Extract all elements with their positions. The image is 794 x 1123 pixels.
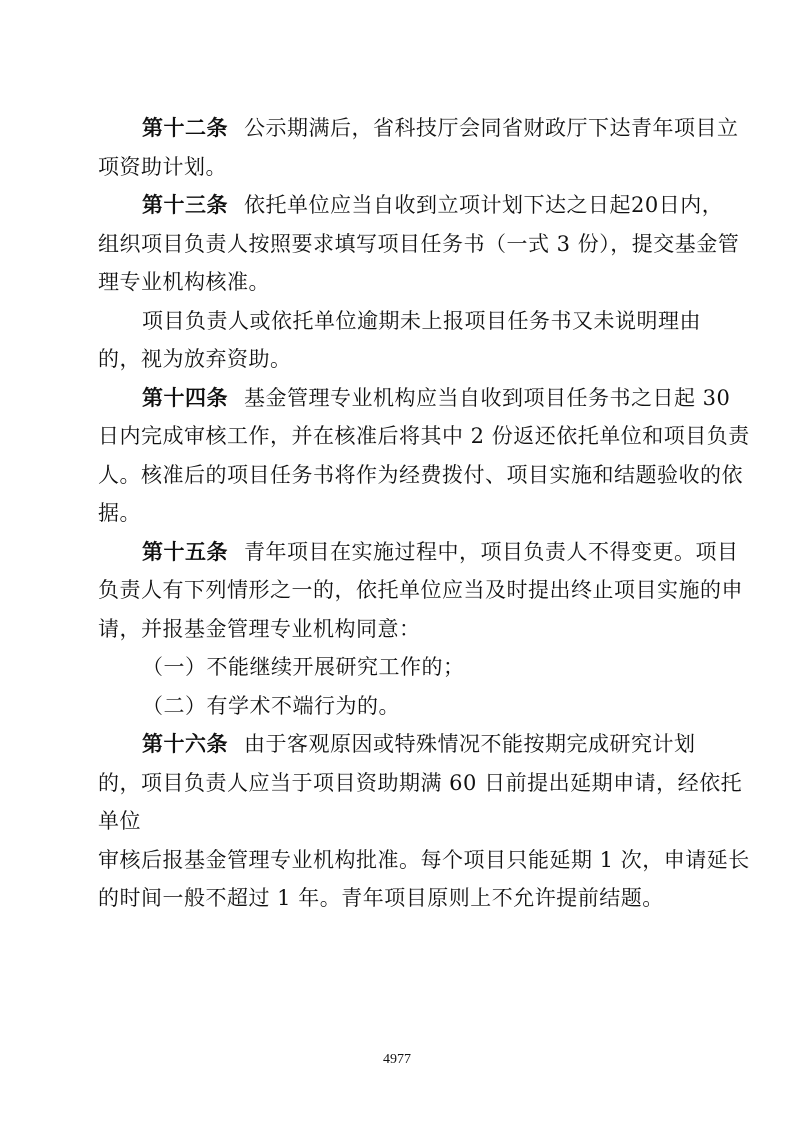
article-15-line-2: 负责人有下列情形之一的，依托单位应当及时提出终止项目实施的申	[98, 578, 743, 602]
article-14-line-3: 人。核准后的项目任务书将作为经费拨付、项目实施和结题验收的依	[98, 463, 743, 487]
article-13-text: 依托单位应当自收到立项计划下达之日起20日内，	[244, 193, 724, 217]
article-16-line-2: 的，项目负责人应当于项目资助期满 60 日前提出延期申请，经依托	[98, 771, 743, 795]
article-13-line-2: 组织项目负责人按照要求填写项目任务书（一式 3 份），提交基金管	[98, 232, 740, 256]
article-13-line-3: 理专业机构核准。	[98, 270, 270, 294]
article-16-line-1	[142, 732, 696, 756]
page-number: 4977	[383, 1052, 411, 1067]
article-12-line-2: 项资助计划。	[98, 155, 227, 179]
article-16-line-5: 的时间一般不超过 1 年。青年项目原则上不允许提前结题。	[98, 886, 664, 910]
article-15-line-1	[142, 540, 739, 564]
article-14-title: 第十四条	[142, 386, 228, 410]
article-13-line-1	[142, 193, 723, 217]
article-14-line-4: 据。	[98, 501, 141, 525]
article-15-item-1: （一）不能继续开展研究工作的；	[142, 655, 465, 679]
article-16-title: 第十六条	[142, 732, 228, 756]
article-12-text: 公示期满后，省科技厅会同省财政厅下达青年项目立	[244, 116, 739, 140]
article-15-title: 第十五条	[142, 540, 228, 564]
article-12-line-1	[142, 116, 739, 140]
article-16-text: 由于客观原因或特殊情况不能按期完成研究计划	[244, 732, 696, 756]
article-13-para2-line-2: 的，视为放弃资助。	[98, 347, 292, 371]
article-14-line-1	[142, 386, 730, 410]
article-16-line-4: 审核后报基金管理专业机构批准。每个项目只能延期 1 次，申请延长	[98, 848, 750, 872]
article-15-text: 青年项目在实施过程中，项目负责人不得变更。项目	[244, 540, 739, 564]
article-14-line-2: 日内完成审核工作，并在核准后将其中 2 份返还依托单位和项目负责	[98, 424, 750, 448]
article-15-line-3: 请，并报基金管理专业机构同意：	[98, 617, 421, 641]
article-15-item-2: （二）有学术不端行为的。	[142, 694, 400, 718]
article-13-title: 第十三条	[142, 193, 228, 217]
article-13-para2-line-1: 项目负责人或依托单位逾期未上报项目任务书又未说明理由	[142, 309, 701, 333]
article-14-text: 基金管理专业机构应当自收到项目任务书之日起 30	[244, 386, 731, 410]
article-12-title: 第十二条	[142, 116, 228, 140]
article-16-line-3: 单位	[98, 809, 141, 833]
